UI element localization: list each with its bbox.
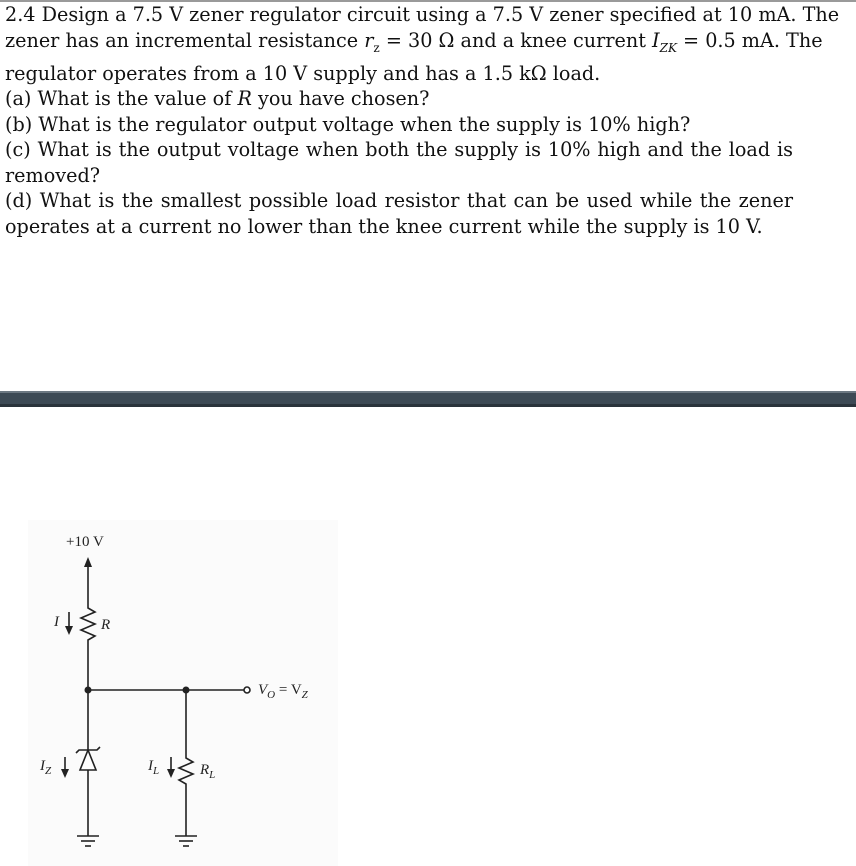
output-terminal: [244, 687, 250, 693]
resistor-rl-icon: [179, 752, 193, 790]
ground-icon: [175, 836, 197, 846]
current-i-label: I: [54, 614, 59, 630]
question-a: [5, 86, 855, 112]
zener-regulator-schematic: [0, 407, 856, 866]
problem-text: = 30 Ω and a knee current: [379, 28, 653, 52]
load-resistor-label: $R_L$: [200, 762, 216, 781]
resistor-r-icon: [81, 600, 95, 646]
output-voltage-label: $V_O = V_Z$: [258, 682, 308, 701]
question-d: (d) What is the smallest possible load resistor that can be used while the zener operates at a current no lower than the knee current while the supply is 10 V.: [5, 189, 793, 238]
current-i-arrow-icon: [65, 612, 73, 635]
problem-text: regulator operates from a 10 V supply and has a 1.5 kΩ load.: [5, 61, 601, 85]
problem-text: = 0.5 mA. The: [676, 28, 823, 52]
problem-text: zener has an incremental resistance: [5, 28, 365, 52]
rz-subscript: z: [373, 40, 380, 55]
supply-label: +10 V: [66, 534, 104, 550]
question-b: (b) What is the regulator output voltage when the supply is 10% high?: [5, 112, 691, 136]
izk-symbol: I: [652, 28, 660, 52]
zener-current-label: $I_Z$: [40, 758, 52, 777]
supply-arrow-icon: [84, 557, 92, 567]
junction-dot: [85, 687, 92, 694]
resistor-r-label: R: [101, 617, 111, 633]
problem-statement: [5, 2, 855, 239]
section-divider-bar: [0, 391, 856, 407]
rz-symbol: r: [364, 28, 374, 52]
current-iz-arrow-icon: [61, 757, 69, 778]
problem-line-1: [5, 2, 855, 28]
problem-line-3: [5, 61, 855, 87]
load-current-label: $I_L$: [148, 758, 160, 777]
question-text: (a) What is the value of: [5, 87, 238, 111]
ground-icon: [77, 836, 99, 846]
r-symbol: R: [237, 87, 252, 111]
izk-subscript: ZK: [659, 40, 677, 55]
zener-diode-icon: [80, 750, 96, 770]
question-text: you have chosen?: [251, 87, 430, 111]
current-il-arrow-icon: [167, 757, 175, 778]
problem-line-2: [5, 28, 855, 61]
junction-dot: [183, 687, 190, 694]
problem-text: 2.4 Design a 7.5 V zener regulator circuit using a 7.5 V zener specified at 10 mA. The: [5, 3, 840, 26]
question-c: (c) What is the output voltage when both the supply is 10% high and the load is removed?: [5, 138, 793, 187]
